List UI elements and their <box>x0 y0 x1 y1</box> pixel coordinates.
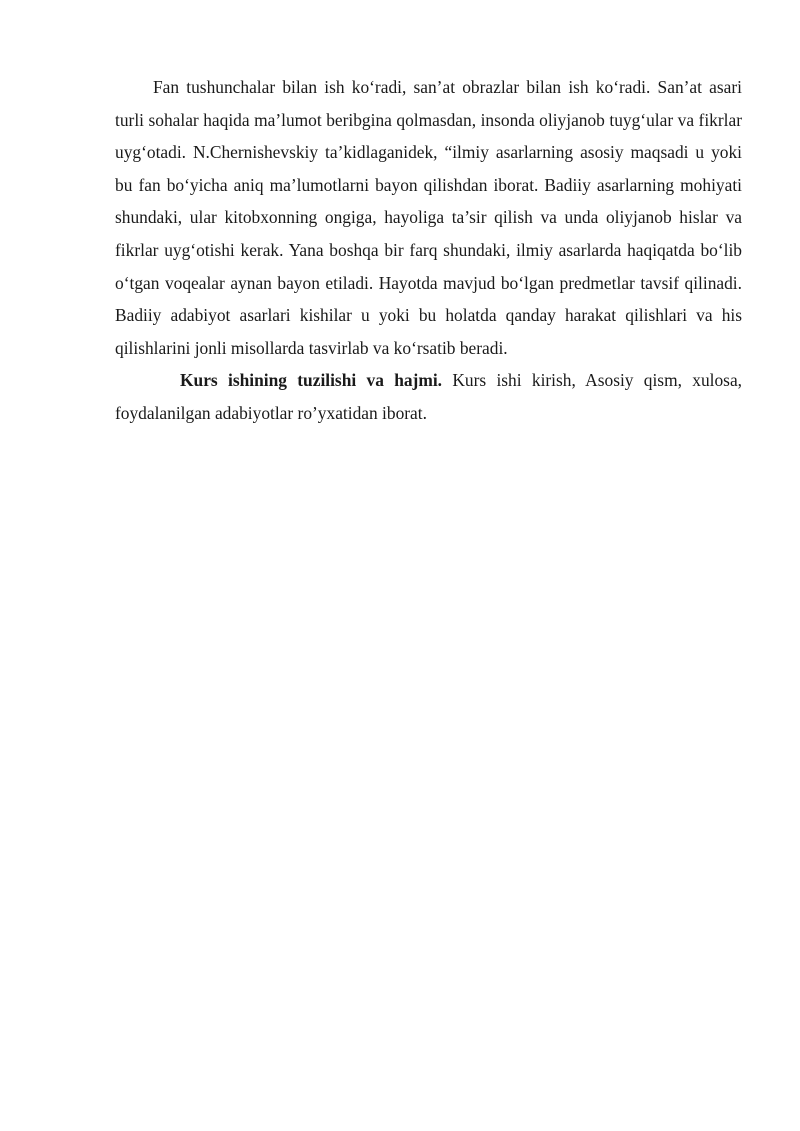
paragraph-art-and-science <box>115 71 742 364</box>
paragraph-text: Kurs ishi kirish, Asosiy qism, xulosa, foydalanilgan adabiyotlar ro’yxatidan iborat. <box>115 370 743 423</box>
section-heading-inline: Kurs ishining tuzilishi va hajmi. <box>180 370 443 391</box>
paragraph-text: Fan tushunchalar bilan ish ko‘radi, san’at obrazlar bilan ish ko‘radi. San’at asari turli sohalar haqida ma’lumot beribgina qolmasdan, insonda oliyjanob tuyg‘ular va fikrlar uyg‘otadi. N.Chernishevskiy ta’kidlaganidek, “ilmiy asarlarning asosiy maqsadi u yoki bu fan bo‘yicha aniq ma’lumotlarni bayon qilishdan iborat. Badiiy asarlarning mohiyati shundaki, ular kitobxonning ongiga, hayoliga ta’sir qilish va unda oliyjanob hislar va fikrlar uyg‘otishi kerak. Yana boshqa bir farq shundaki, ilmiy asarlarda haqiqatda bo‘lib o‘tgan voqealar aynan bayon etiladi. Hayotda mavjud bo‘lgan predmetlar tavsif qilinadi. Badiiy adabiyot asarlari kishilar u yoki bu holatda qanday harakat qilishlari va his qilishlarini jonli misollarda tasvirlab va ko‘rsatib beradi. <box>115 77 742 358</box>
paragraph-course-structure <box>115 364 742 429</box>
document-body <box>115 71 742 430</box>
